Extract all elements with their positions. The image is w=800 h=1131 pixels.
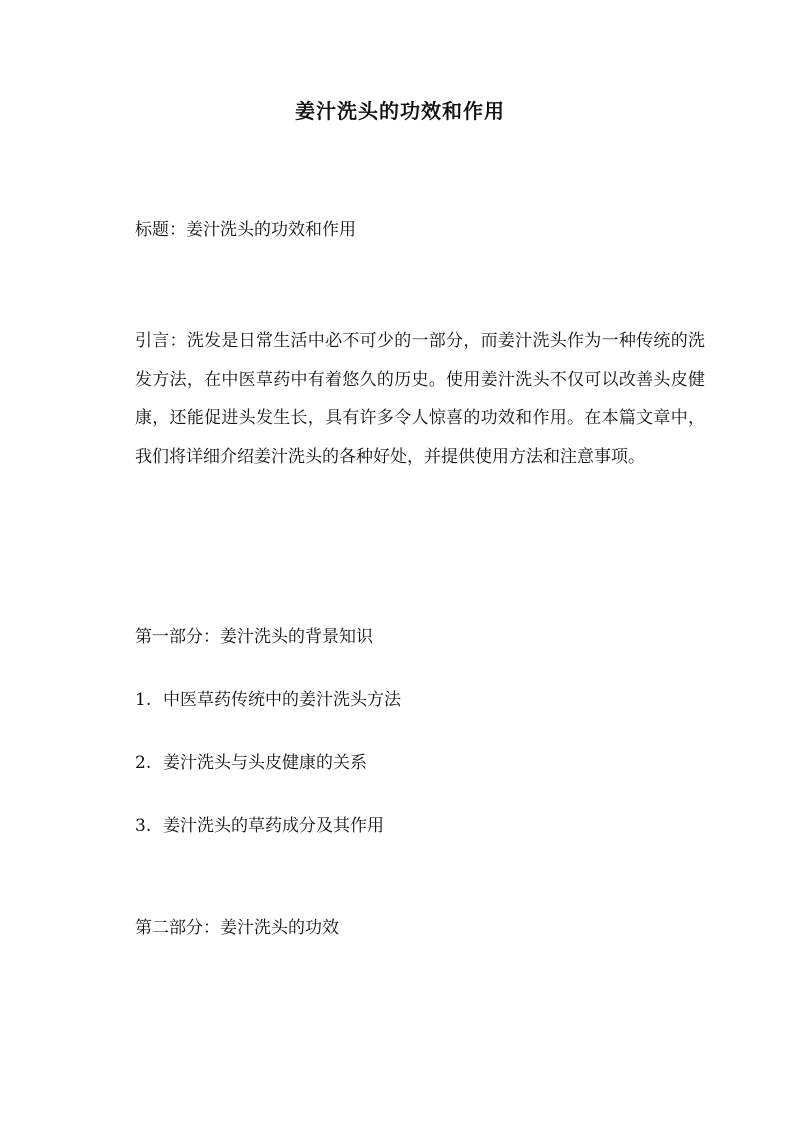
list-item xyxy=(135,750,367,776)
intro-paragraph: 引言：洗发是日常生活中必不可少的一部分，而姜汁洗头作为一种传统的洗发方法，在中医草药中有着悠久的历史。使用姜汁洗头不仅可以改善头皮健康，还能促进头发生长，具有许多令人惊喜的功效和作用。在本篇文章中，我们将详细介绍姜汁洗头的各种好处，并提供使用方法和注意事项。 xyxy=(135,331,705,467)
list-item-number: 2. xyxy=(135,753,152,773)
list-item-text: 姜汁洗头的草药成分及其作用 xyxy=(163,816,384,836)
page-title: 姜汁洗头的功效和作用 xyxy=(295,99,505,123)
list-item-number: 1. xyxy=(135,690,152,710)
section2-heading: 第二部分：姜汁洗头的功效 xyxy=(135,918,339,938)
section1-heading: 第一部分：姜汁洗头的背景知识 xyxy=(135,627,373,647)
list-item xyxy=(135,813,384,839)
list-item-text: 中医草药传统中的姜汁洗头方法 xyxy=(163,690,401,710)
subtitle-line: 标题：姜汁洗头的功效和作用 xyxy=(135,220,356,240)
list-item xyxy=(135,687,401,713)
list-item-number: 3. xyxy=(135,816,152,836)
list-item-text: 姜汁洗头与头皮健康的关系 xyxy=(163,753,367,773)
